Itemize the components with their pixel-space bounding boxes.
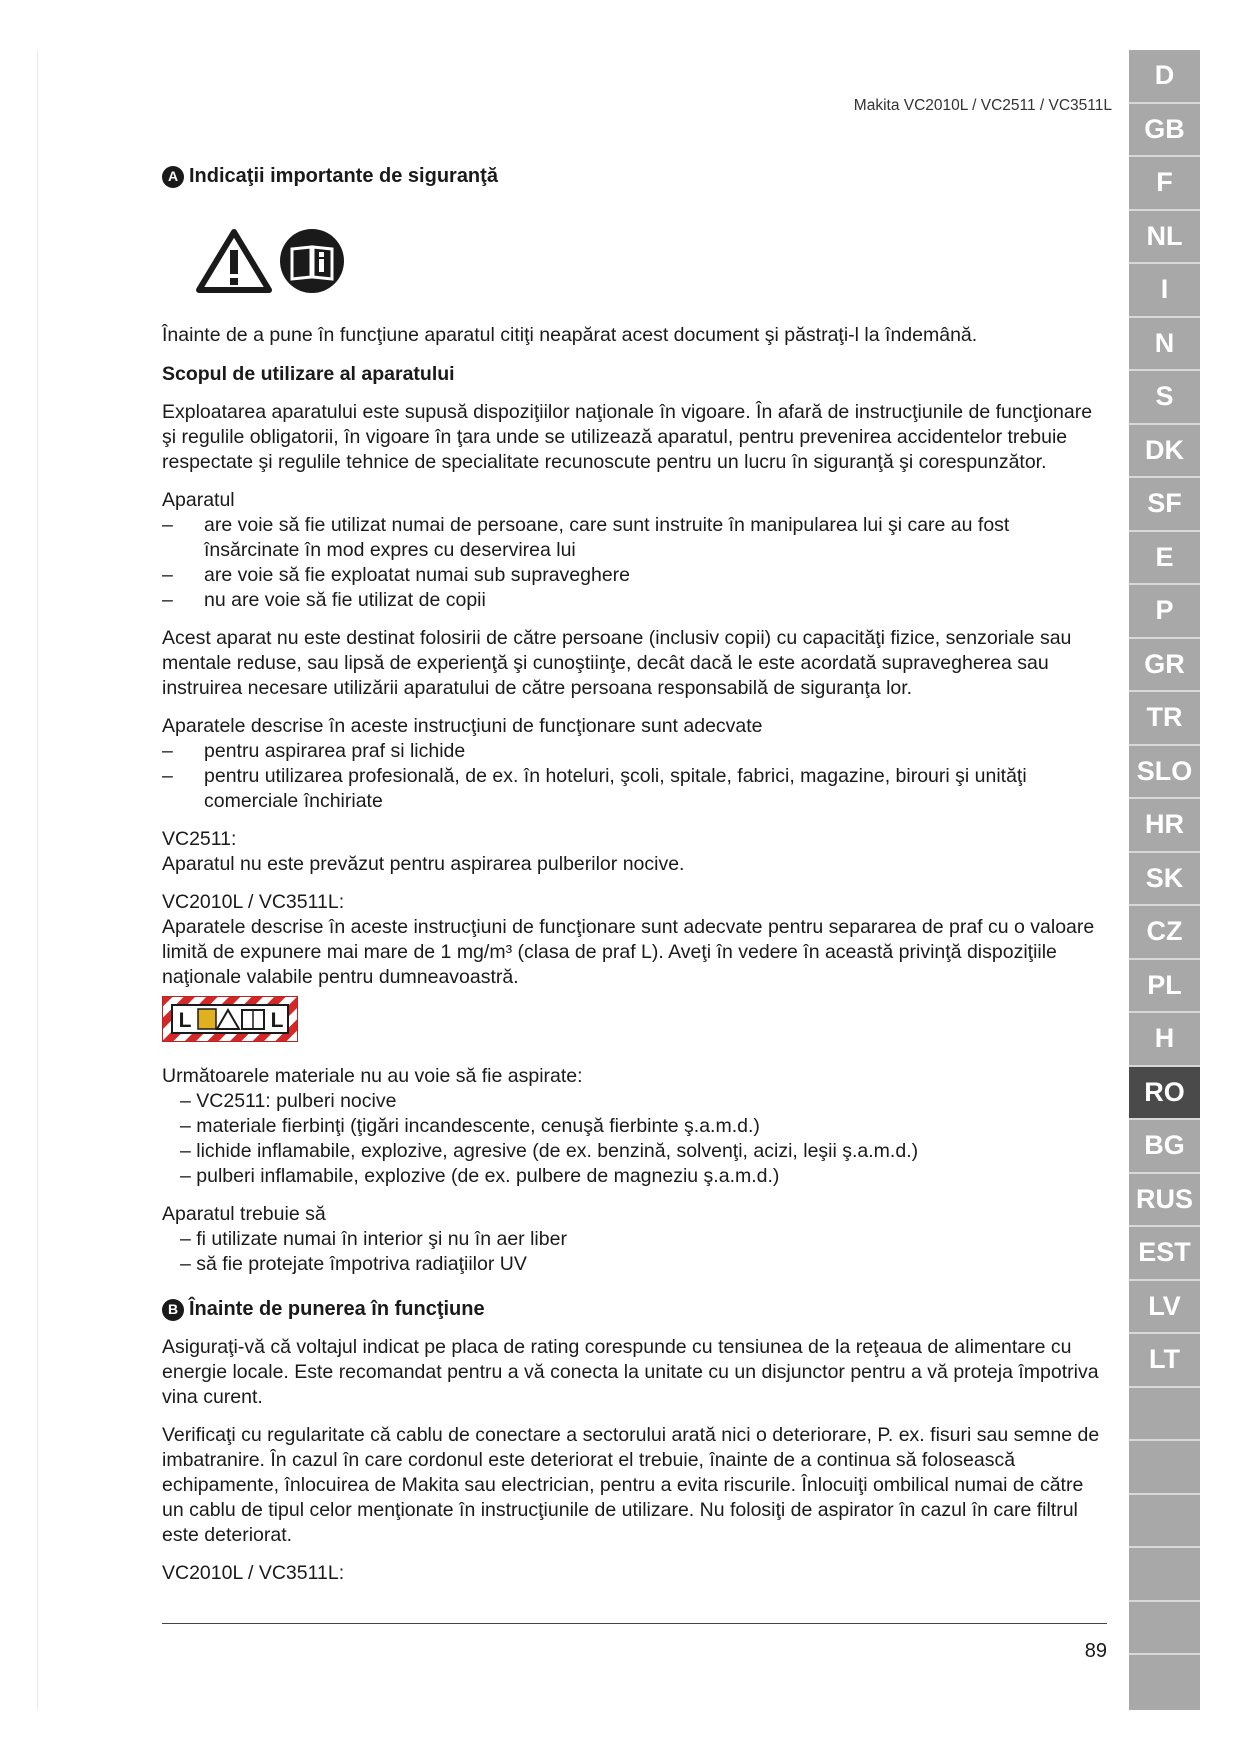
- language-tab-p[interactable]: P: [1129, 585, 1200, 639]
- vc2511-paragraph: Aparatul nu este prevăzut pentru aspirarea pulberilor nocive.: [162, 853, 685, 875]
- forbidden-list: [162, 1089, 1107, 1189]
- list-item: – pentru aspirarea praf si lichide: [162, 739, 1107, 764]
- language-tab-rus[interactable]: RUS: [1129, 1174, 1200, 1228]
- dust-class-letter: L: [178, 1009, 192, 1032]
- capacity-paragraph: Acest aparat nu este destinat folosirii de către persoane (inclusiv copii) cu capacităţi fizice, senzoriale sau mentale reduse, sau lipsă de experienţă şi cunoştiinţe, decât dacă le este acordată supravegherea sau instruirea necesare utilizării aparatului de către persoana responsabilă de siguranţa lor.: [162, 627, 1072, 699]
- language-tab-empty: [1129, 1548, 1200, 1602]
- language-tab-empty: [1129, 1388, 1200, 1442]
- language-tab-nl[interactable]: NL: [1129, 211, 1200, 265]
- language-tab-est[interactable]: EST: [1129, 1227, 1200, 1281]
- footer-rule: [162, 1623, 1107, 1624]
- language-tab-d[interactable]: D: [1129, 50, 1200, 104]
- language-tab-gb[interactable]: GB: [1129, 104, 1200, 158]
- language-tab-hr[interactable]: HR: [1129, 799, 1200, 853]
- voltage-paragraph: Asiguraţi-vă că voltajul indicat pe placa de rating corespunde cu tensiunea de la reţeaua de alimentare cu energie locale. Este recomandat pentru a vă conecta la unitate cu un disjunctor pentru a vă proteja împotriva vina curent.: [162, 1336, 1099, 1408]
- warning-triangle-icon: [196, 228, 272, 294]
- language-tab-empty: [1129, 1441, 1200, 1495]
- language-tab-bg[interactable]: BG: [1129, 1120, 1200, 1174]
- list-item: – pulberi inflamabile, explozive (de ex. pulbere de magneziu ş.a.m.d.): [162, 1164, 1107, 1189]
- suitable-list: [162, 739, 1107, 814]
- device-label: Aparatul: [162, 489, 235, 511]
- language-tab-h[interactable]: H: [1129, 1013, 1200, 1067]
- language-tab-empty: [1129, 1602, 1200, 1656]
- list-item: – pentru utilizarea profesională, de ex. în hoteluri, şcoli, spitale, fabrici, magazine, birouri şi unităţi comerciale închiriate: [162, 764, 1107, 814]
- language-tab-empty: [1129, 1495, 1200, 1549]
- must-intro: Aparatul trebuie să: [162, 1203, 326, 1225]
- language-tab-slo[interactable]: SLO: [1129, 746, 1200, 800]
- section-a-heading: [162, 164, 1107, 189]
- list-item: – are voie să fie utilizat numai de persoane, care sunt instruite în manipularea lui şi care au fost însărcinate în mod expres cu deservirea lui: [162, 513, 1107, 563]
- list-item: – lichide inflamabile, explozive, agresive (de ex. benzină, solvenţi, acizi, leşii ş.a.m.d.): [162, 1139, 1107, 1164]
- vc2010-paragraph: Aparatele descrise în aceste instrucţiuni de funcţionare sunt adecvate pentru separarea de praf cu o valoare limită de expunere mai mare de 1 mg/m³ (clasa de praf L). Aveţi în vedere în această privinţă dispoziţiile naţionale valabile pentru dumneavoastră.: [162, 916, 1095, 988]
- language-tab-gr[interactable]: GR: [1129, 639, 1200, 693]
- language-tabs: [1129, 50, 1200, 1710]
- language-tab-dk[interactable]: DK: [1129, 425, 1200, 479]
- language-tab-sf[interactable]: SF: [1129, 478, 1200, 532]
- language-tab-e[interactable]: E: [1129, 532, 1200, 586]
- dust-class-letter-right: L: [270, 1009, 284, 1032]
- language-tab-lv[interactable]: LV: [1129, 1281, 1200, 1335]
- purpose-paragraph: Exploatarea aparatului este supusă dispoziţiilor naţionale în vigoare. În afară de instrucţiunile de funcţionare şi regulile obligatorii, în vigoare în ţara unde se utilizează aparatul, pentru prevenirea accidentelor trebuie respectate şi regulile tehnice de specialitate recunoscute pentru un lucru în siguranţă şi corespunzător.: [162, 401, 1093, 473]
- forbidden-intro: Următoarele materiale nu au voie să fie aspirate:: [162, 1065, 583, 1087]
- language-tab-f[interactable]: F: [1129, 157, 1200, 211]
- section-b-title: Înainte de punerea în funcţiune: [189, 1298, 485, 1320]
- language-tab-ro[interactable]: RO: [1129, 1067, 1200, 1121]
- document-header: Makita VC2010L / VC2511 / VC3511L: [853, 97, 1112, 114]
- dust-class-l-badge: [162, 996, 298, 1042]
- section-b-heading: [162, 1297, 1107, 1322]
- list-item: – are voie să fie exploatat numai sub supraveghere: [162, 563, 1107, 588]
- language-tab-sk[interactable]: SK: [1129, 853, 1200, 907]
- language-tab-i[interactable]: I: [1129, 264, 1200, 318]
- language-tab-s[interactable]: S: [1129, 371, 1200, 425]
- section-b-model-label: VC2010L / VC3511L:: [162, 1562, 345, 1584]
- vc2511-label: VC2511:: [162, 828, 237, 850]
- document-body: [162, 160, 1107, 1586]
- language-tab-tr[interactable]: TR: [1129, 692, 1200, 746]
- section-a-marker: A: [162, 166, 184, 188]
- safety-icons: [196, 225, 1107, 297]
- list-item: – materiale fierbinţi (ţigări incandescente, cenuşă fierbinte ş.a.m.d.): [162, 1114, 1107, 1139]
- section-b-marker: B: [162, 1299, 184, 1321]
- cable-paragraph: Verificaţi cu regularitate că cablu de conectare a sectorului arată nici o deteriorare, P. ex. fisuri sau semne de imbatranire. În cazul în care cordonul este deteriorat el trebuie, înainte de a continua să folosească echipamente, înlocuirea de Makita sau electrician, pentru a evita riscurile. Înlocuiţi ombilical numai de către un cablu de tipul celor menţionate în instrucţiunile de utilizare. Nu folosiţi de aspirator în cazul în care filtrul este deteriorat.: [162, 1424, 1100, 1546]
- page-number: 89: [1084, 1640, 1107, 1662]
- section-a-title: Indicaţii importante de siguranţă: [189, 165, 498, 187]
- intro-paragraph: Înainte de a pune în funcţiune aparatul citiţi neapărat acest document şi păstraţi-l la îndemână.: [162, 324, 978, 346]
- language-tab-pl[interactable]: PL: [1129, 960, 1200, 1014]
- list-item: – VC2511: pulberi nocive: [162, 1089, 1107, 1114]
- vc2010-label: VC2010L / VC3511L:: [162, 891, 345, 913]
- read-manual-icon: [278, 227, 346, 295]
- list-item: – să fie protejate împotriva radiaţiilor UV: [162, 1252, 1107, 1277]
- list-item: – nu are voie să fie utilizat de copii: [162, 588, 1107, 613]
- suitable-intro: Aparatele descrise în aceste instrucţiuni de funcţionare sunt adecvate: [162, 715, 763, 737]
- language-tab-cz[interactable]: CZ: [1129, 906, 1200, 960]
- device-rules-list: [162, 513, 1107, 613]
- list-item: – fi utilizate numai în interior şi nu în aer liber: [162, 1227, 1107, 1252]
- purpose-heading: Scopul de utilizare al aparatului: [162, 363, 455, 385]
- must-list: [162, 1227, 1107, 1277]
- page-edge: [37, 50, 38, 1710]
- language-tab-n[interactable]: N: [1129, 318, 1200, 372]
- language-tab-lt[interactable]: LT: [1129, 1334, 1200, 1388]
